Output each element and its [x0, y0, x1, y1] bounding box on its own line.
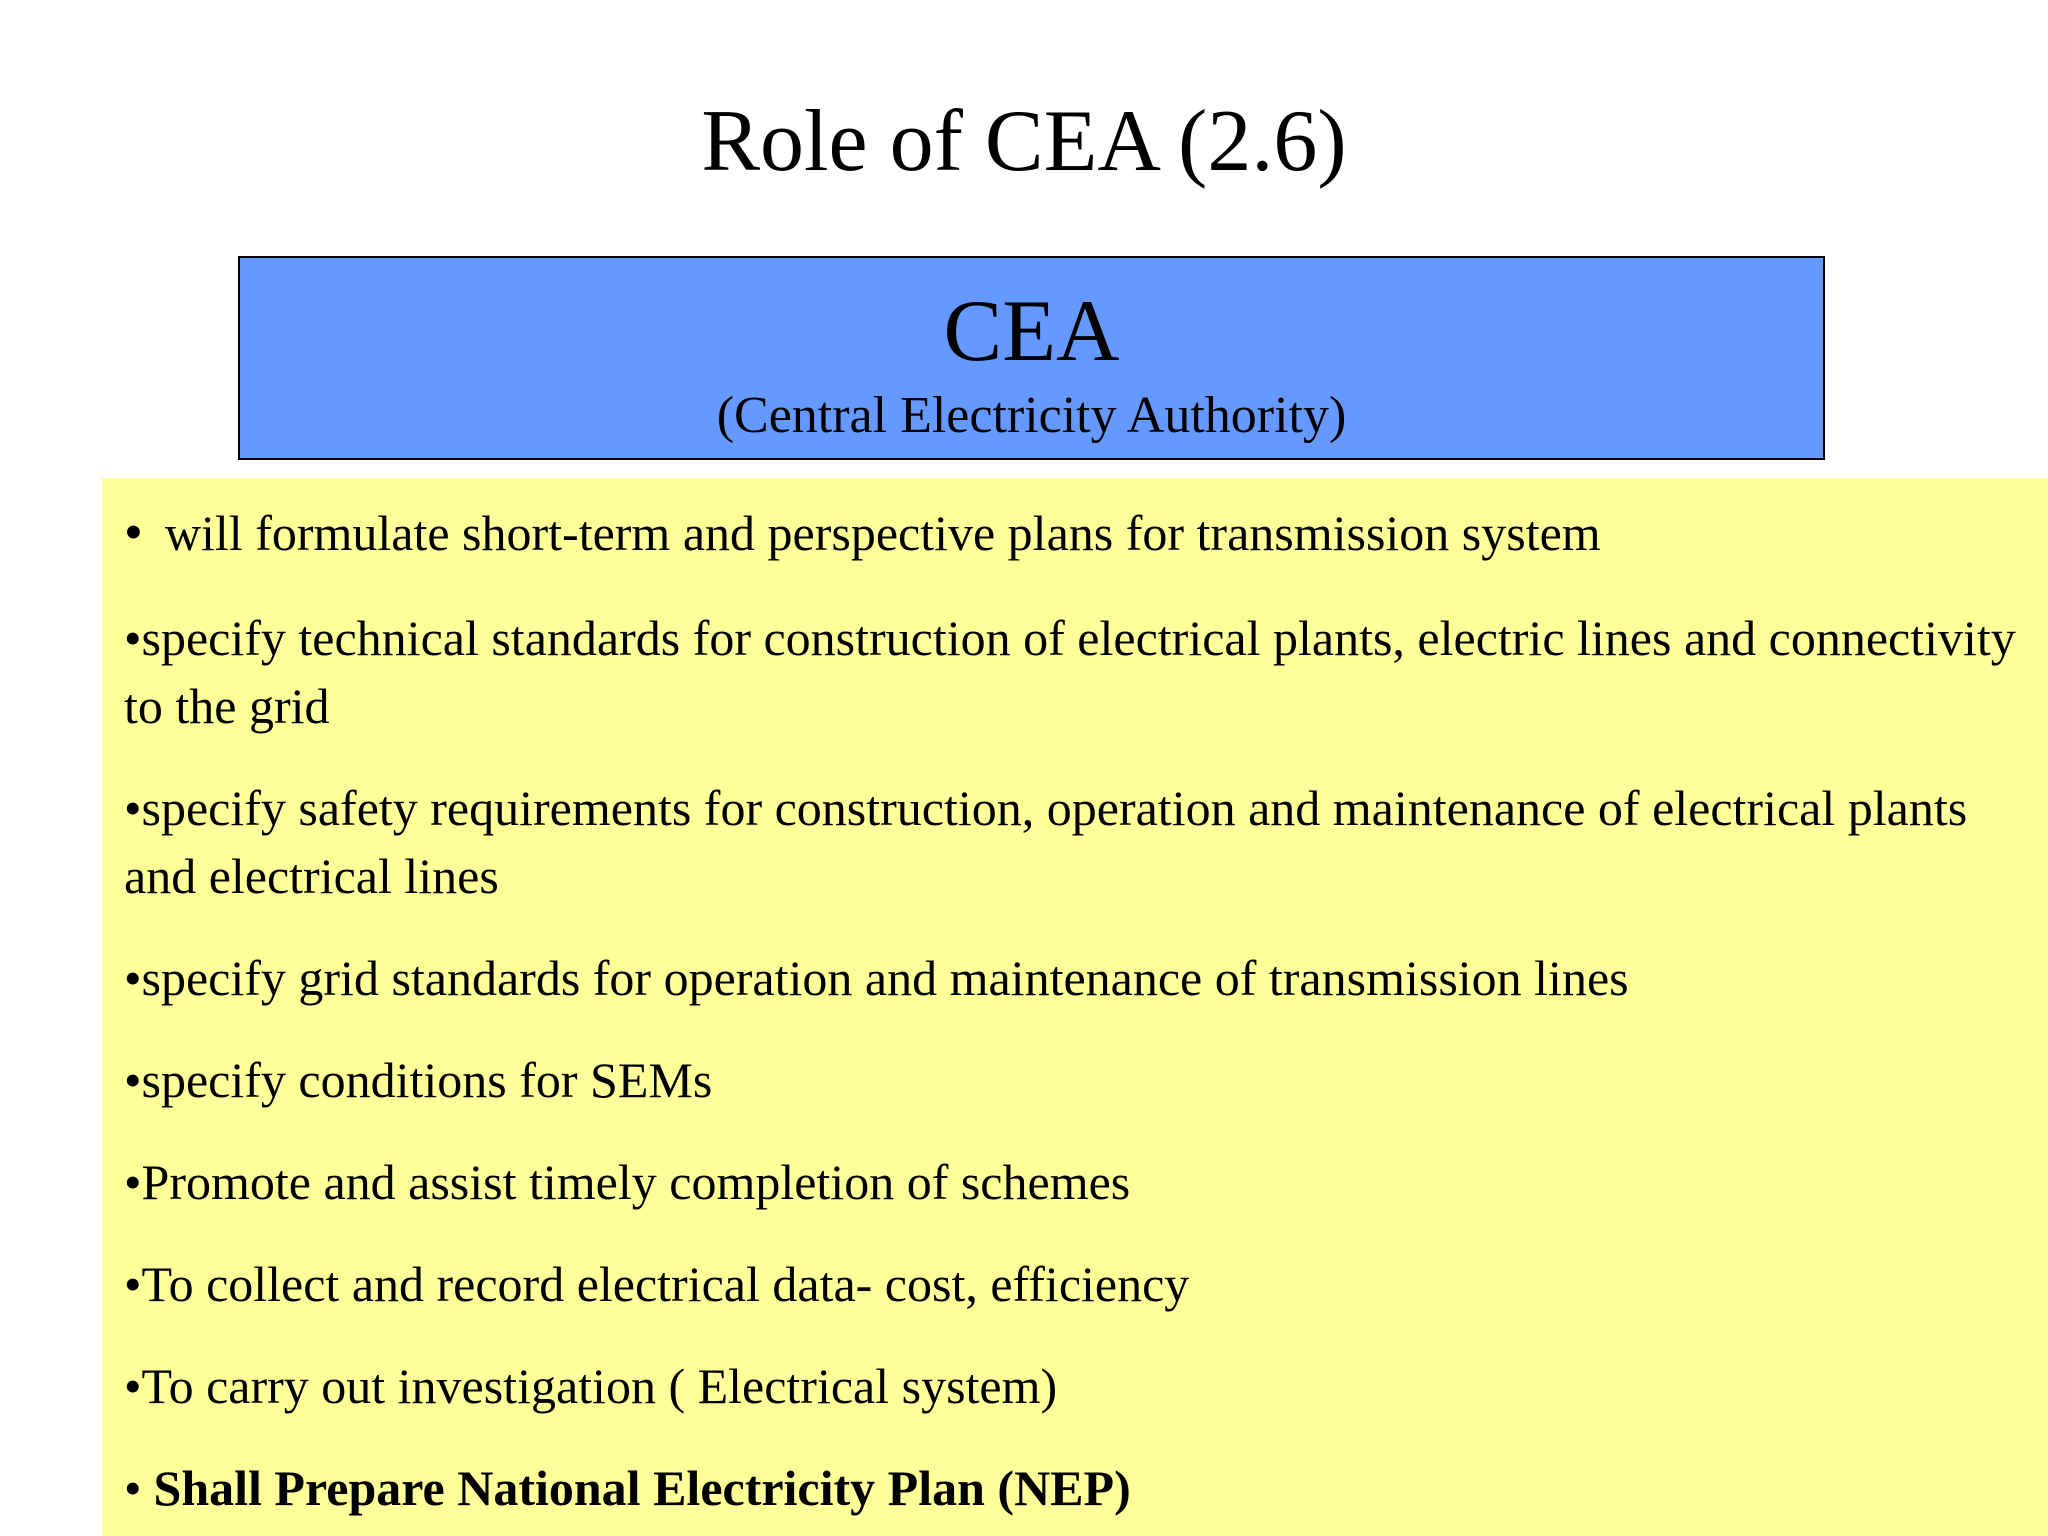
- role-item-investigation: [124, 1352, 2024, 1420]
- role-item-safety-requirements: [124, 774, 2024, 910]
- roles-panel: [102, 478, 2048, 1536]
- role-item-text: To collect and record electrical data- cost, efficiency: [141, 1256, 1190, 1312]
- bullet-marker: •: [124, 1154, 142, 1210]
- bullet-marker: •: [124, 1256, 142, 1312]
- role-item-text: To carry out investigation ( Electrical system): [141, 1358, 1058, 1414]
- role-item-formulate-plans: [124, 498, 2024, 567]
- bullet-marker: •: [124, 950, 142, 1006]
- role-item-collect-data: [124, 1250, 2024, 1318]
- bullet-marker: •: [124, 502, 143, 562]
- role-item-grid-standards: [124, 944, 2024, 1012]
- role-item-text: specify conditions for SEMs: [141, 1052, 713, 1108]
- cea-acronym: CEA: [943, 283, 1120, 380]
- bullet-marker: •: [124, 1052, 142, 1108]
- bullet-marker: •: [124, 1460, 142, 1516]
- cea-header-box: [238, 256, 1825, 460]
- role-item-sem-conditions: [124, 1046, 2024, 1114]
- role-item-text: Shall Prepare National Electricity Plan (NEP): [153, 1460, 1131, 1516]
- cea-full-name: (Central Electricity Authority): [716, 387, 1347, 444]
- role-item-text: specify safety requirements for construction, operation and maintenance of electrical plants and electrical lines: [124, 780, 1968, 904]
- bullet-marker: •: [124, 610, 142, 666]
- role-item-text: will formulate short-term and perspective plans for transmission system: [164, 505, 1601, 561]
- bullet-marker: •: [124, 1358, 142, 1414]
- role-item-promote-schemes: [124, 1148, 2024, 1216]
- role-item-text: Promote and assist timely completion of schemes: [141, 1154, 1131, 1210]
- role-item-technical-standards: [124, 604, 2024, 740]
- slide-title: Role of CEA (2.6): [701, 93, 1347, 190]
- role-item-text: specify grid standards for operation and maintenance of transmission lines: [141, 950, 1629, 1006]
- role-item-text: specify technical standards for construction of electrical plants, electric lines and connectivity to the grid: [124, 610, 2016, 734]
- bullet-marker: •: [124, 780, 142, 836]
- role-item-national-electricity-plan: [124, 1454, 2024, 1522]
